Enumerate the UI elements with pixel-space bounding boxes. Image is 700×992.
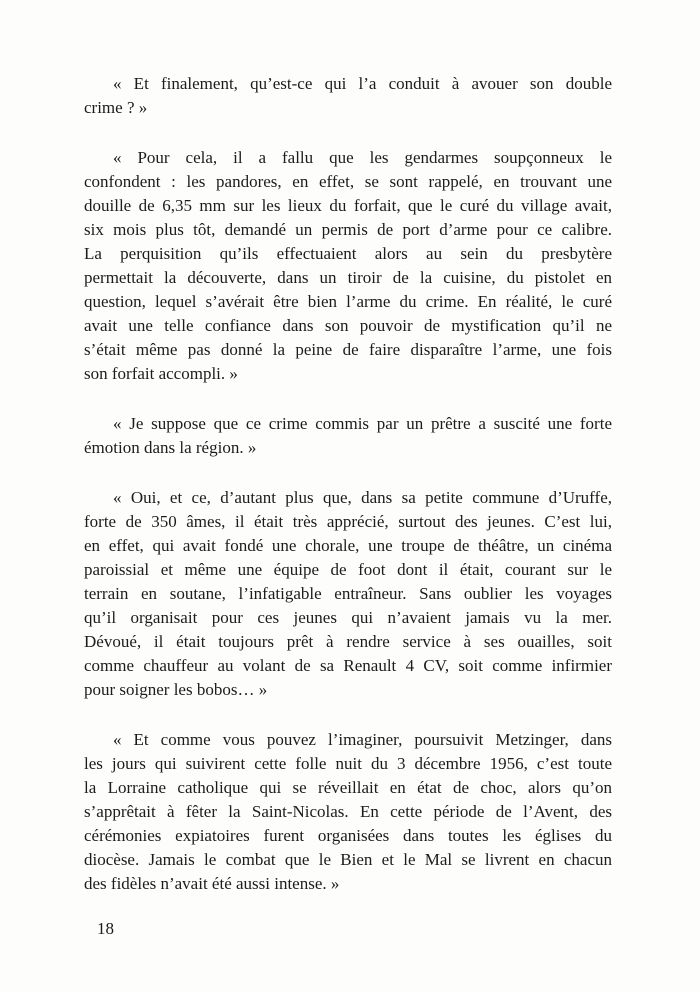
text-line: confondent : les pandores, en effet, se sont rappelé, en trouvant une (84, 172, 612, 191)
text-line: « Et comme vous pouvez l’imaginer, poursuivit Metzinger, dans (113, 730, 612, 749)
text-line: qu’il organisait pour ces jeunes qui n’avaient jamais vu la mer. (84, 608, 612, 627)
text-line: question, lequel s’avérait être bien l’arme du crime. En réalité, le curé (84, 292, 612, 311)
text-line: s’était même pas donné la peine de faire disparaître l’arme, une fois (84, 340, 612, 359)
text-line: « Pour cela, il a fallu que les gendarmes soupçonneux le (113, 148, 612, 167)
text-line: comme chauffeur au volant de sa Renault 4 CV, soit comme infirmier (84, 656, 612, 675)
text-line: des fidèles n’avait été aussi intense. » (84, 874, 340, 893)
text-line: paroissial et même une équipe de foot dont il était, courant sur le (84, 560, 612, 579)
text-line: son forfait accompli. » (84, 364, 238, 383)
text-line: émotion dans la région. » (84, 438, 257, 457)
text-line: pour soigner les bobos… » (84, 680, 268, 699)
paragraph (84, 486, 612, 702)
paragraph (84, 146, 612, 386)
text-line: forte de 350 âmes, il était très apprécié, surtout des jeunes. C’est lui, (84, 512, 612, 531)
text-line: « Et finalement, qu’est-ce qui l’a conduit à avouer son double (113, 74, 612, 93)
text-line: douille de 6,35 mm sur les lieux du forfait, que le curé du village avait, (84, 196, 612, 215)
paragraph (84, 728, 612, 896)
text-line: en effet, qui avait fondé une chorale, une troupe de théâtre, un cinéma (84, 536, 612, 555)
text-line: « Je suppose que ce crime commis par un prêtre a suscité une forte (113, 414, 612, 433)
text-line: la Lorraine catholique qui se réveillait en état de choc, alors qu’on (84, 778, 612, 797)
page-number: 18 (97, 919, 114, 938)
text-line: crime ? » (84, 98, 148, 117)
text-line: cérémonies expiatoires furent organisées dans toutes les églises du (84, 826, 612, 845)
text-line: terrain en soutane, l’infatigable entraîneur. Sans oublier les voyages (84, 584, 612, 603)
text-line: six mois plus tôt, demandé un permis de port d’arme pour ce calibre. (84, 220, 612, 239)
paragraph (84, 72, 612, 120)
text-line: permettait la découverte, dans un tiroir de la cuisine, du pistolet en (84, 268, 612, 287)
text-line: « Oui, et ce, d’autant plus que, dans sa petite commune d’Uruffe, (113, 488, 612, 507)
paragraph (84, 412, 612, 460)
text-line: diocèse. Jamais le combat que le Bien et le Mal se livrent en chacun (84, 850, 612, 869)
page-text (84, 72, 612, 922)
text-line: La perquisition qu’ils effectuaient alors au sein du presbytère (84, 244, 612, 263)
text-line: avait une telle confiance dans son pouvoir de mystification qu’il ne (84, 316, 612, 335)
text-line: Dévoué, il était toujours prêt à rendre service à ses ouailles, soit (84, 632, 612, 651)
text-line: les jours qui suivirent cette folle nuit du 3 décembre 1956, c’est toute (84, 754, 612, 773)
text-line: s’apprêtait à fêter la Saint-Nicolas. En cette période de l’Avent, des (84, 802, 612, 821)
